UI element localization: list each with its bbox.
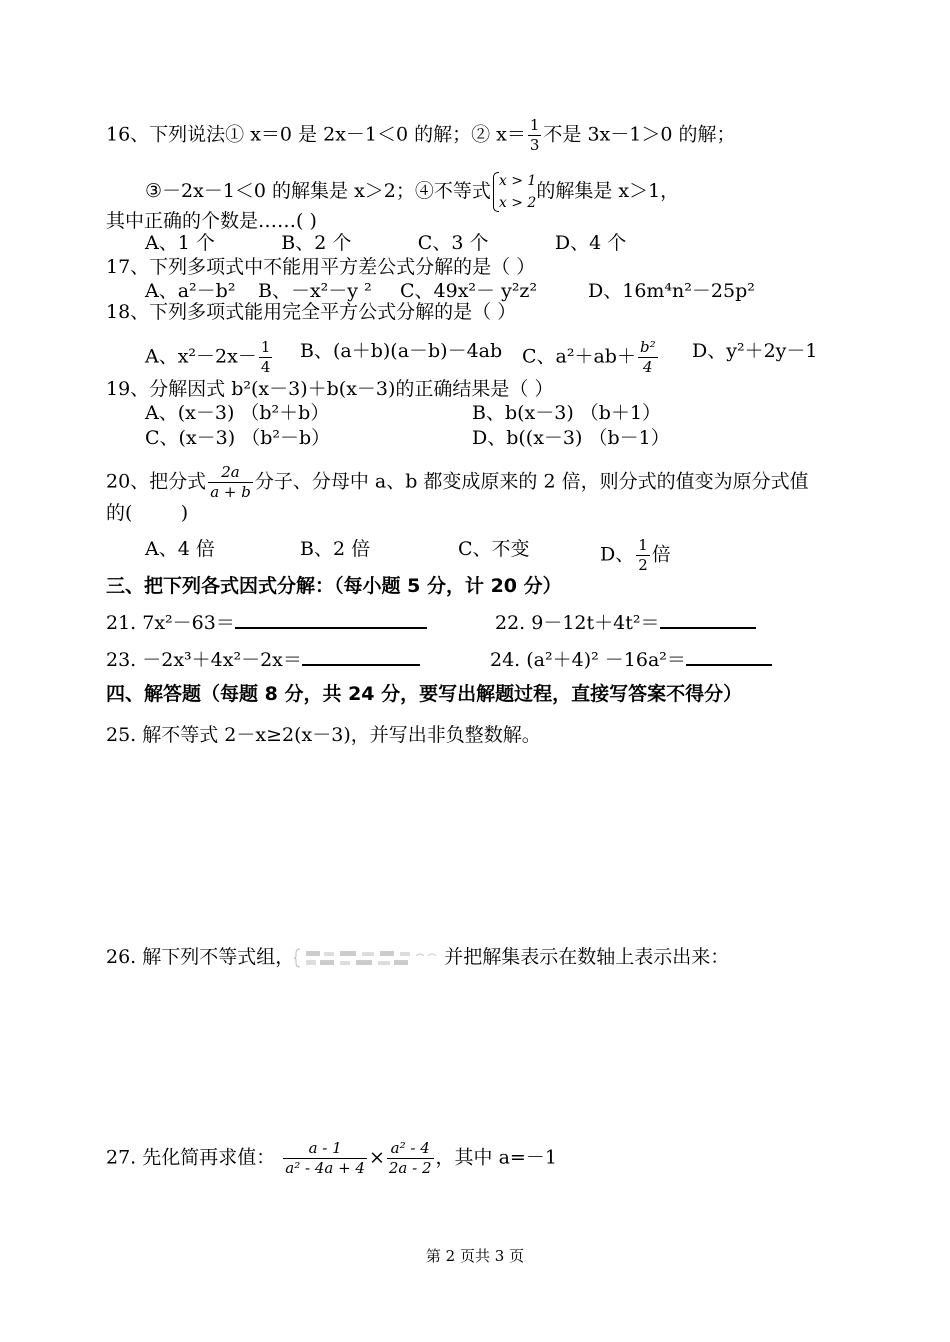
q18-option-c-wrap — [522, 340, 660, 375]
q19-option-c: C、(x－3) （b²－b） — [145, 427, 331, 449]
q18-options — [145, 340, 274, 375]
q26-text-a: 26. 解下列不等式组， — [106, 946, 295, 968]
q19-stem: 19、分解因式 b²(x－3)＋b(x－3)的正确结果是（ ） — [106, 378, 554, 400]
q16-line2 — [145, 170, 679, 214]
q20-option-c: C、不变 — [458, 538, 530, 560]
q27-times-sign: × — [368, 1146, 385, 1169]
q20-text-b: 分子、分母中 a、b 都变成原来的 2 倍，则分式的值变为原分式值 — [254, 470, 809, 493]
q27-fraction-1: $\frac{a - 1}{\text{a² - 4a + 4}}$ — [285, 1139, 365, 1177]
q24-row — [490, 646, 772, 671]
q16-line2-a: ③－2x－1＜0 的解集是 x＞2；④不等式 — [145, 180, 491, 202]
q16-line2-b: 的解集是 x＞1， — [536, 180, 680, 202]
q18-option-c: C、a²＋ab＋ — [522, 345, 636, 368]
q16-text-a: 16、下列说法① x＝0 是 2x－1＜0 的解；② x＝ — [106, 123, 526, 146]
q18-option-a-fraction: $\frac{1}{4}$ — [260, 338, 271, 376]
q20-fraction: $\frac{2a}{a + b}$ — [210, 463, 251, 501]
q18-option-d: D、y²＋2y－1 — [692, 340, 818, 362]
q26-row — [106, 946, 729, 969]
q26-inequality-system-image — [294, 947, 444, 969]
q18-option-c-fraction: $\frac{\text{b²}}{4}$ — [639, 338, 656, 376]
q27-text-a: 27. 先化简再求值： — [106, 1146, 276, 1169]
q17-option-a: A、a²－b² — [145, 280, 236, 302]
q27-fraction-2: $\frac{\text{a² - 4}}{2a - 2}$ — [388, 1139, 432, 1177]
q24-answer-blank[interactable] — [686, 646, 772, 666]
q18-stem: 18、下列多项式能用完全平方公式分解的是（ ） — [106, 301, 517, 323]
q20-option-d: D、 — [600, 543, 635, 566]
page-footer: 第 2 页共 3 页 — [425, 1247, 525, 1265]
q18-option-a: A、x²－2x－ — [145, 345, 257, 368]
q22-row — [495, 609, 756, 634]
q20-option-b: B、2 倍 — [300, 538, 371, 560]
q16-line3: 其中正确的个数是……( ) — [106, 210, 317, 232]
q19-option-a: A、(x－3) （b²＋b） — [145, 402, 330, 424]
section4-heading: 四、解答题（每题 8 分，共 24 分，要写出解题过程，直接写答案不得分） — [106, 683, 743, 705]
q27-row — [106, 1141, 557, 1176]
q20-option-a: A、4 倍 — [145, 538, 215, 560]
q20-text-a: 20、把分式 — [106, 470, 207, 493]
q24-text: 24. (a²＋4)² －16a²＝ — [490, 649, 686, 671]
q25-text: 25. 解不等式 2－x≥2(x－3)，并写出非负整数解。 — [106, 724, 541, 746]
q21-row — [106, 609, 427, 634]
q20-line1 — [106, 465, 809, 500]
q22-answer-blank[interactable] — [660, 609, 756, 629]
q26-text-b: 并把解集表示在数轴上表示出来： — [444, 946, 730, 968]
q22-text: 22. 9－12t＋4t²＝ — [495, 612, 660, 634]
q16-options: A、1 个 B、2 个 C、3 个 D、4 个 — [145, 232, 627, 254]
q20-option-d-wrap: D、 $\frac{1}{2}$ 倍 — [600, 536, 671, 574]
q19-option-d: D、b((x－3) （b－1） — [472, 427, 670, 449]
q17-option-b: B、－x²－y ² — [258, 280, 372, 302]
q23-answer-blank[interactable] — [302, 646, 420, 666]
q16-text-b: 不是 3x－1＞0 的解； — [543, 123, 736, 146]
q16-inequality-system: x > 1 x > 2 — [491, 170, 536, 214]
q18-option-b: B、(a＋b)(a－b)－4ab — [300, 340, 503, 362]
q20-line2: 的( ) — [106, 502, 189, 524]
q17-stem: 17、下列多项式中不能用平方差公式分解的是（ ） — [106, 256, 536, 278]
q23-text: 23. －2x³＋4x²－2x＝ — [106, 649, 302, 671]
q23-row — [106, 646, 420, 671]
q17-option-d: D、16m⁴n²－25p² — [588, 280, 755, 302]
q27-text-b: ，其中 a=－1 — [435, 1146, 557, 1169]
q16-fraction: $\frac{1}{3}$ — [529, 116, 540, 154]
q21-answer-blank[interactable] — [235, 609, 427, 629]
q19-option-b: B、b(x－3) （b＋1） — [472, 402, 662, 424]
q21-text: 21. 7x²－63＝ — [106, 612, 235, 634]
q17-option-c: C、49x²－ y²z² — [400, 280, 538, 302]
section3-heading: 三、把下列各式因式分解：（每小题 5 分，计 20 分） — [106, 575, 562, 597]
q16-line1 — [106, 118, 735, 153]
q20-option-d-fraction: $\frac{1}{2}$ — [638, 536, 648, 574]
